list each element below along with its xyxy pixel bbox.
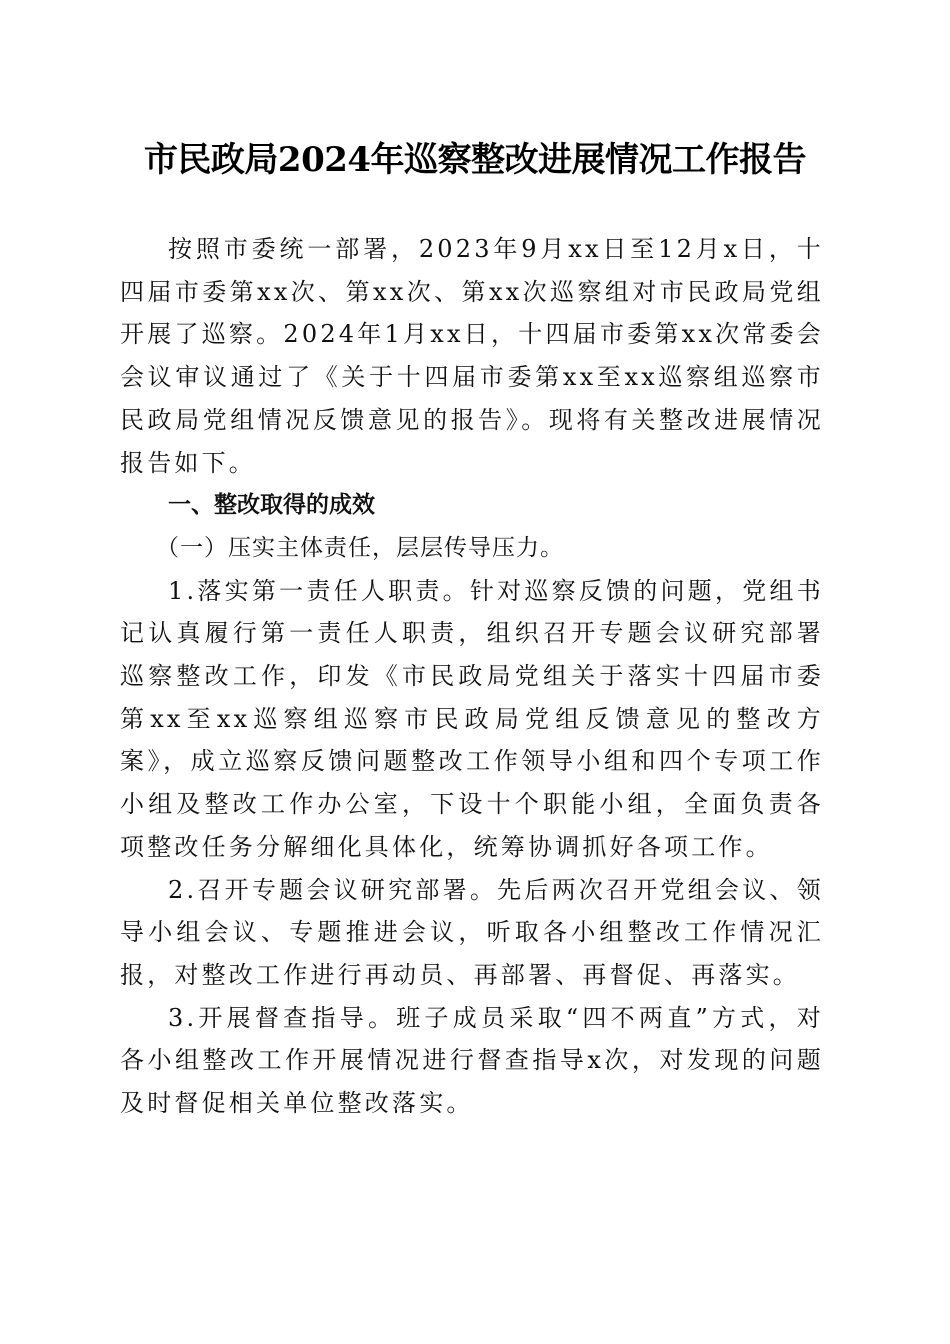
section-heading: 一、整改取得的成效: [168, 492, 375, 519]
document-body: [120, 228, 824, 1125]
list-item-2: 2.召开专题会议研究部署。先后两次召开党组会议、领导小组会议、专题推进会议，听取各小组整改工作情况汇报，对整改工作进行再动员、再部署、再督促、再落实。: [120, 875, 824, 989]
document-title: 市民政局2024年巡察整改进展情况工作报告: [143, 140, 807, 180]
list-item-1: 1.落实第一责任人职责。针对巡察反馈的问题，党组书记认真履行第一责任人职责，组织召开专题会议研究部署巡察整改工作，印发《市民政局党组关于落实十四届市委第xx至xx巡察组巡察市民政局党组反馈意见的整改方案》，成立巡察反馈问题整改工作领导小组和四个专项工作小组及整改工作办公室，下设十个职能小组，全面负责各项整改任务分解细化具体化，统筹协调抓好各项工作。: [120, 576, 824, 861]
subsection-heading: （一）压实主体责任，层层传导压力。: [156, 534, 564, 561]
list-item-3: 3.开展督查指导。班子成员采取“四不两直”方式，对各小组整改工作开展情况进行督查指导x次，对发现的问题及时督促相关单位整改落实。: [120, 1003, 824, 1118]
intro-paragraph: 按照市委统一部署，2023年9月xx日至12月x日，十四届市委第xx次、第xx次、第xx次巡察组对市民政局党组开展了巡察。2024年1月xx日，十四届市委第xx次常委会会议审议通过了《关于十四届市委第xx至xx巡察组巡察市民政局党组情况反馈意见的报告》。现将有关整改进展情况报告如下。: [120, 235, 824, 477]
